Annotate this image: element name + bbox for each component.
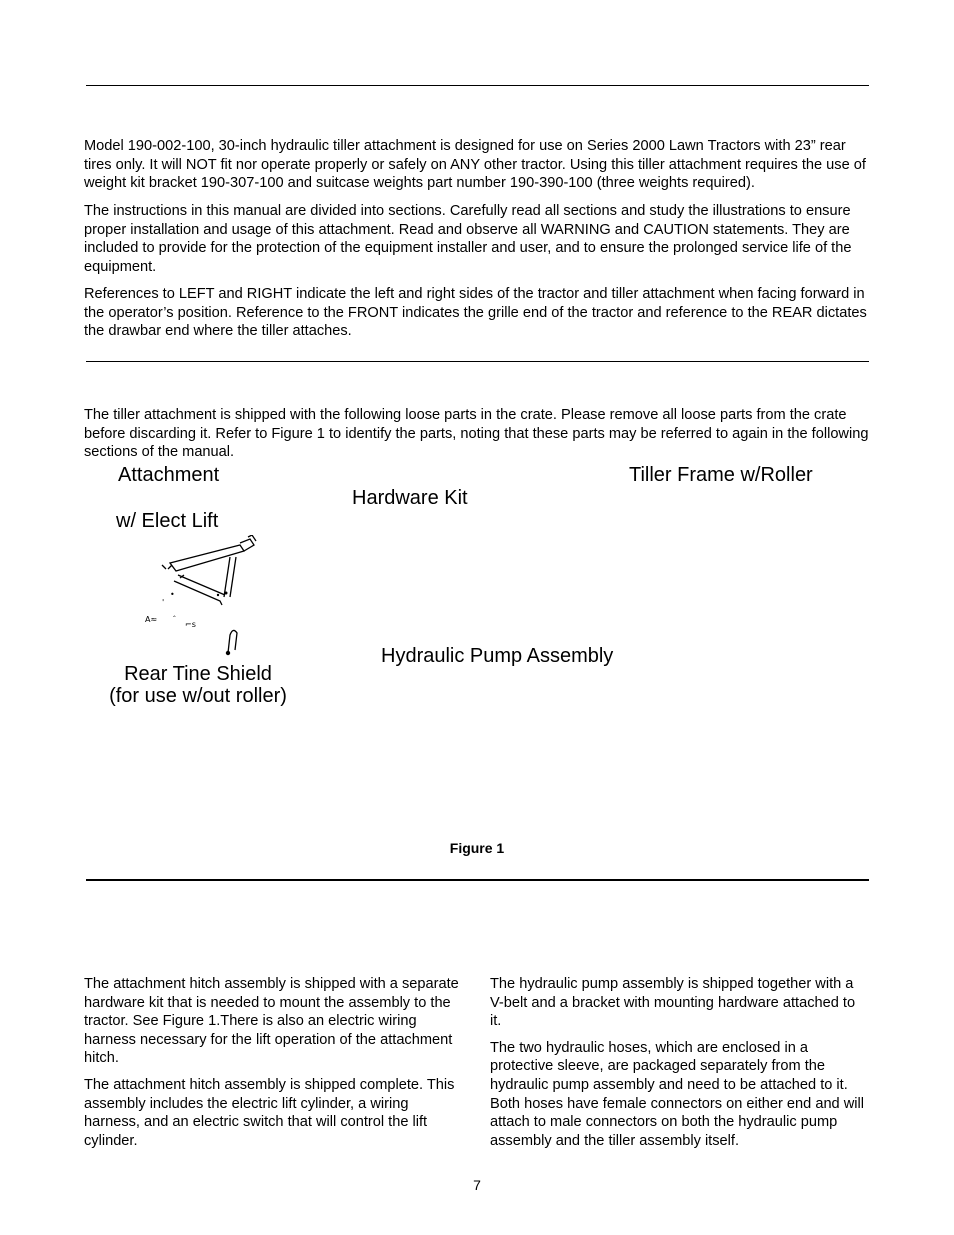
right-column-paragraph-1: The hydraulic pump assembly is shipped together with a V-belt and a bracket with mounting hardware attached to it. bbox=[490, 976, 856, 1030]
svg-text:': ' bbox=[162, 598, 165, 607]
intro-paragraph-2: The instructions in this manual are divided into sections. Carefully read all sections and study the illustrations to ensure proper installation and usage of this attachment. Read and observe all WARNING and CAUTION statements. They are included to provide for the protection of the equipment installer and user, and to ensure the prolonged service life of the equipment. bbox=[84, 203, 852, 275]
figure-caption: Figure 1 bbox=[449, 840, 505, 856]
figure-label-hydraulic-pump: Hydraulic Pump Assembly bbox=[381, 645, 614, 667]
figure-label-elect-lift: w/ Elect Lift bbox=[116, 510, 219, 532]
svg-text:A≈: A≈ bbox=[145, 615, 158, 624]
page-number: 7 bbox=[473, 1177, 481, 1193]
svg-text:⌐s: ⌐s bbox=[185, 620, 196, 629]
section-divider-bottom bbox=[86, 879, 869, 881]
figure-label-hardware-kit: Hardware Kit bbox=[352, 487, 468, 509]
figure-label-rear-tine-shield-note: (for use w/out roller) bbox=[109, 685, 287, 707]
intro-paragraph-3: References to LEFT and RIGHT indicate the left and right sides of the tractor and tiller attachment when facing forward in the operator’s position. Reference to the FRONT indicates the grille end of the tractor and reference to the REAR dictates the drawbar end where the tiller attaches. bbox=[84, 286, 867, 340]
left-column-paragraph-2: The attachment hitch assembly is shipped complete. This assembly includes the electric lift cylinder, a wiring harness, and an electric switch that will control the lift cylinder. bbox=[84, 1076, 455, 1149]
left-column-paragraph-1: The attachment hitch assembly is shipped with a separate hardware kit that is needed to mount the assembly to the tractor. See Figure 1.There is also an electric wiring harness necessary for the lift operation of the attachment hitch. bbox=[84, 976, 459, 1067]
figure-label-attachment: Attachment bbox=[118, 464, 220, 486]
section-divider-loose-parts bbox=[86, 361, 869, 362]
section-divider-top bbox=[86, 85, 869, 86]
right-column bbox=[490, 975, 870, 1158]
figure-label-rear-tine-shield: Rear Tine Shield bbox=[124, 663, 272, 685]
right-column-paragraph-2: The two hydraulic hoses, which are enclosed in a protective sleeve, are packaged separately from the hydraulic pump assembly and need to be attached to it. Both hoses have female connectors on either end and will attach to male connectors on both the hydraulic pump assembly and the tiller assembly itself. bbox=[490, 1039, 864, 1149]
hitch-assembly-drawing bbox=[140, 535, 265, 660]
svg-text:•: • bbox=[170, 590, 175, 599]
intro-paragraph-1: Model 190-002-100, 30-inch hydraulic tiller attachment is designed for use on Series 2000 Lawn Tractors with 23” rear tires only. It will NOT fit nor operate properly or safely on ANY other tractor. Using this tiller attachment requires the use of weight kit bracket 190-307-100 and suitcase weights part number 190-390-100 (three weights required). bbox=[84, 138, 866, 192]
left-column bbox=[84, 975, 464, 1158]
figure-label-tiller-frame: Tiller Frame w/Roller bbox=[629, 464, 813, 486]
svg-text:‸: ‸ bbox=[173, 608, 176, 617]
loose-parts-paragraph: The tiller attachment is shipped with the following loose parts in the crate. Please remove all loose parts from the crate before discarding it. Refer to Figure 1 to identify the parts, noting that these parts may be referred to again in the following sections of the manual. bbox=[84, 407, 869, 461]
